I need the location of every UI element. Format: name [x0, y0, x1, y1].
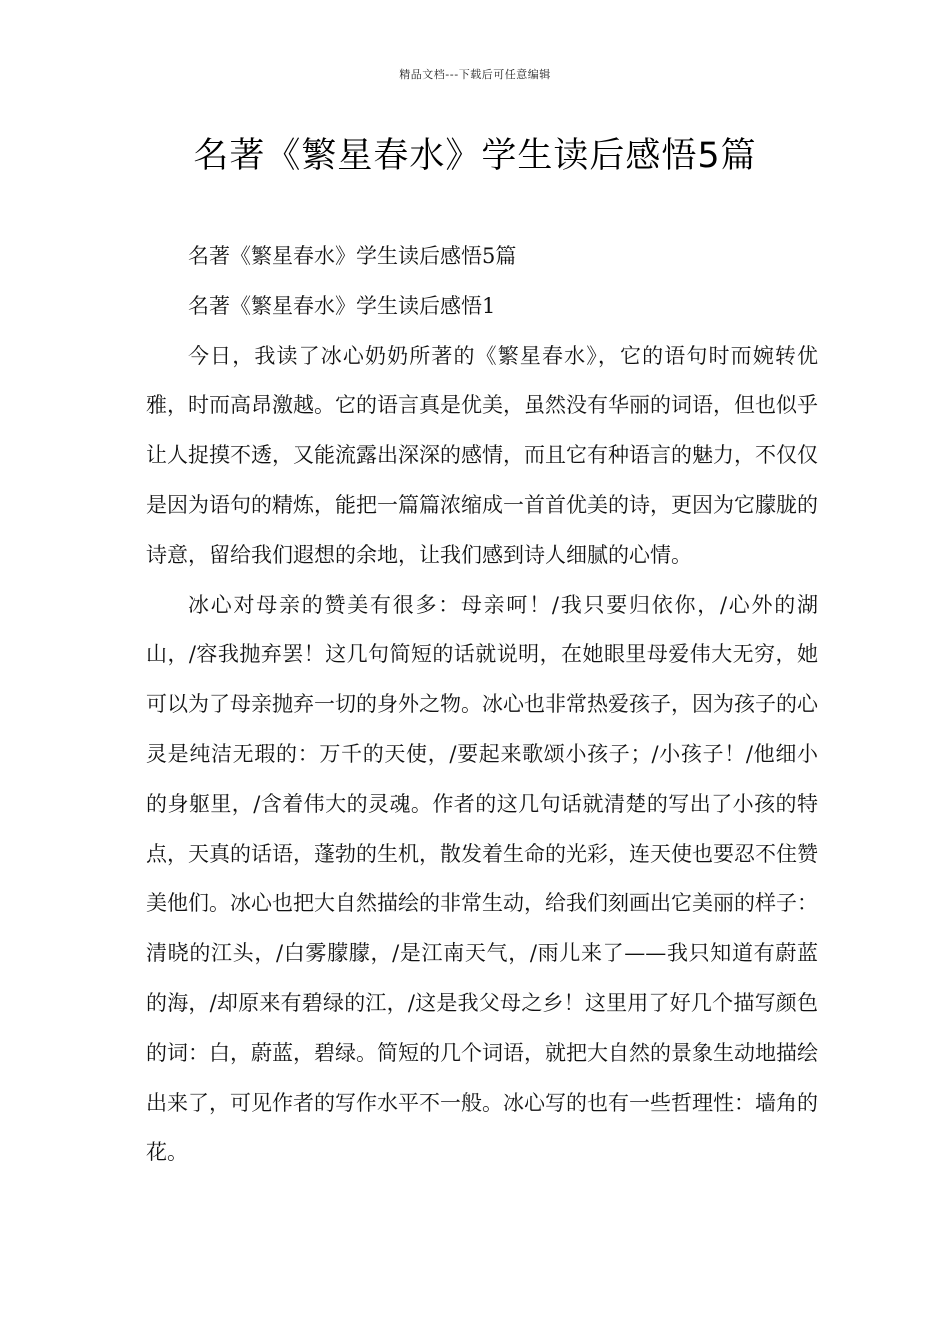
paragraph-section-heading: 名著《繁星春水》学生读后感悟1: [188, 293, 496, 318]
paragraph-intro: 今日，我读了冰心奶奶所著的《繁星春水》，它的语句时而婉转优雅，时而高昂激越。它的语言真是优美，虽然没有华丽的词语，但也似乎让人捉摸不透，又能流露出深深的感情，而且它有种语言的魅力，不仅仅是因为语句的精炼，能把一篇篇浓缩成一首首优美的诗，更因为它朦胧的诗意，留给我们遐想的余地，让我们感到诗人细腻的心情。: [146, 343, 818, 567]
header-note: 精品文档---下载后可任意编辑: [399, 68, 551, 81]
paragraph-subtitle: 名著《繁星春水》学生读后感悟5篇: [188, 244, 517, 268]
paragraph-analysis: 冰心对母亲的赞美有很多：母亲呵！/我只要归依你，/心外的湖山，/容我抛弃罢！这几句简短的话就说明，在她眼里母爱伟大无穷，她可以为了母亲抛弃一切的身外之物。冰心也非常热爱孩子，因为孩子的心灵是纯洁无瑕的：万千的天使，/要起来歌颂小孩子；/小孩子！/他细小的身躯里，/含着伟大的灵魂。作者的这几句话就清楚的写出了小孩的特点，天真的话语，蓬勃的生机，散发着生命的光彩，连天使也要忍不住赞美他们。冰心也把大自然描绘的非常生动，给我们刻画出它美丽的样子：清晓的江头，/白雾朦朦，/是江南天气，/雨儿来了——我只知道有蔚蓝的海，/却原来有碧绿的江，/这是我父母之乡！这里用了好几个描写颜色的词：白，蔚蓝，碧绿。简短的几个词语，就把大自然的景象生动地描绘出来了，可见作者的写作水平不一般。冰心写的也有一些哲理性：墙角的花。: [146, 592, 818, 1165]
document-body: [146, 232, 818, 1178]
document-title: 名著《繁星春水》学生读后感悟5篇: [193, 136, 757, 176]
